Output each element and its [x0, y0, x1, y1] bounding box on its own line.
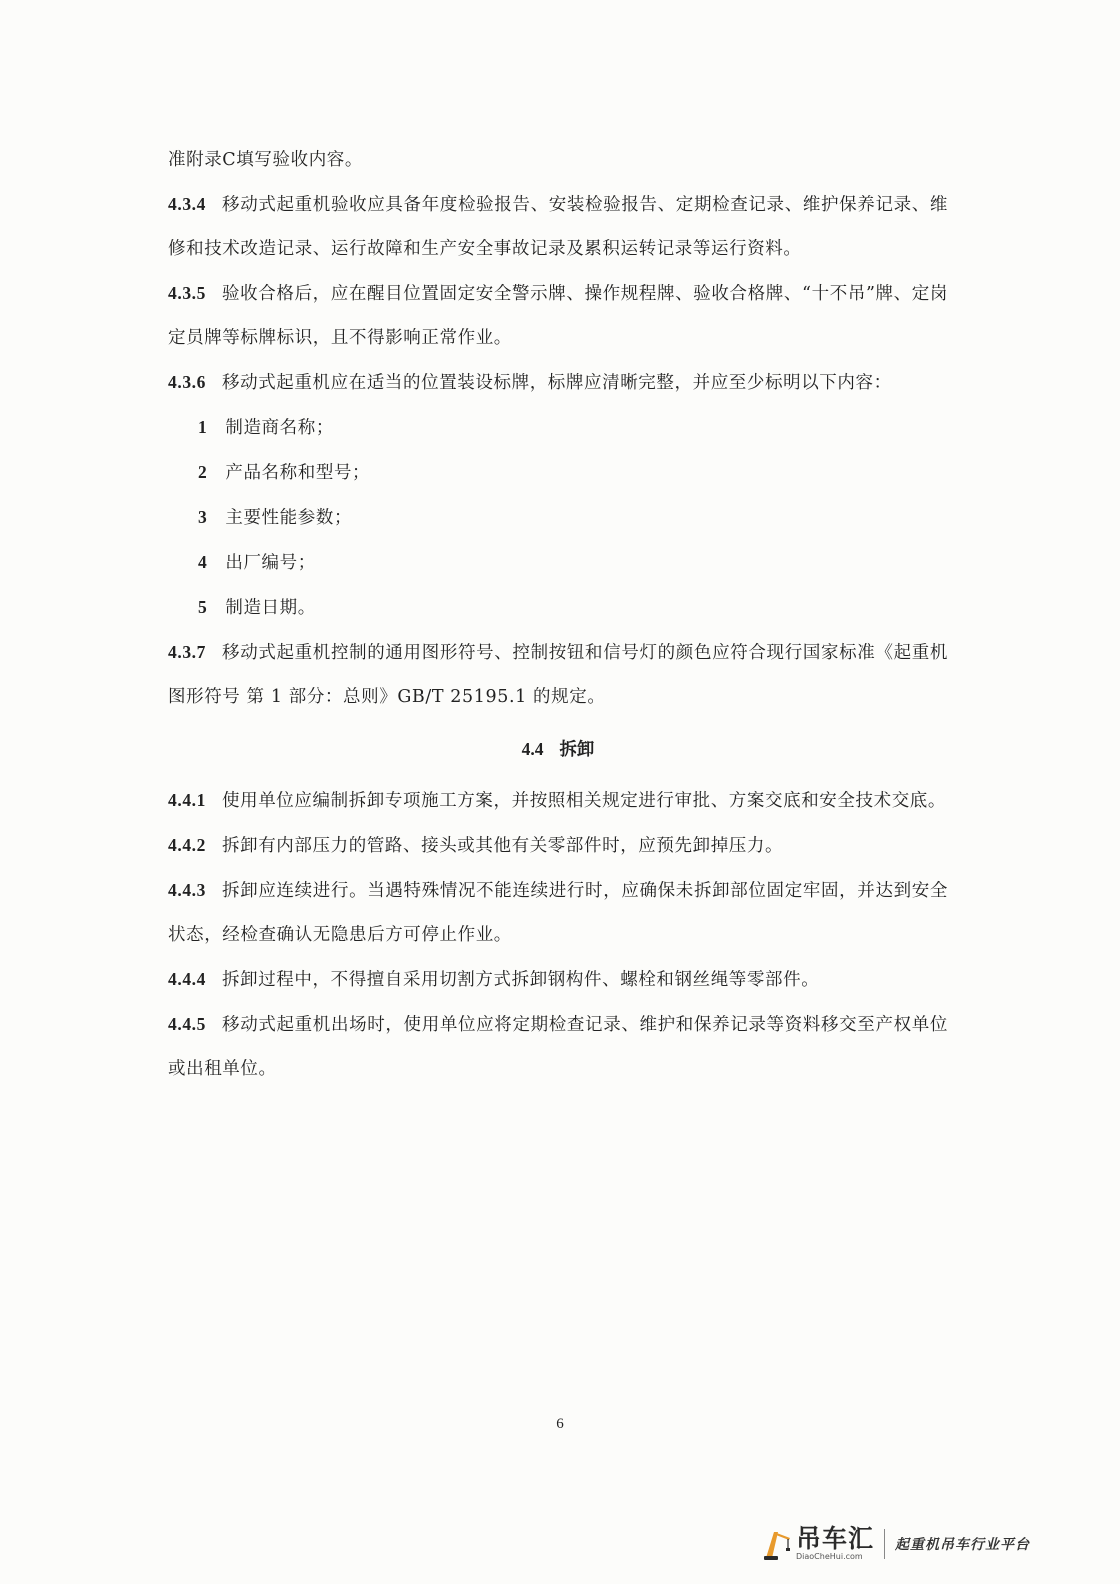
clause-text: 移动式起重机应在适当的位置装设标牌，标牌应清晰完整，并应至少标明以下内容： — [222, 373, 892, 393]
clause-4-4-2 — [168, 823, 948, 868]
clause-4-4-1 — [168, 778, 948, 823]
list-item-text: 制造日期。 — [225, 598, 316, 618]
clause-number: 4.4.1 — [168, 790, 206, 810]
clause-text: 拆卸应连续进行。当遇特殊情况不能连续进行时，应确保未拆卸部位固定牢固，并达到安全状态，经检查确认无隐患后方可停止作业。 — [168, 881, 948, 945]
clause-number: 4.3.6 — [168, 372, 206, 392]
logo-brand: 吊车汇 — [796, 1524, 875, 1553]
list-item-number: 4 — [198, 552, 208, 572]
logo-divider — [884, 1529, 885, 1559]
section-title: 拆卸 — [559, 740, 595, 760]
section-heading — [168, 727, 948, 772]
clause-4-3-5 — [168, 271, 948, 360]
list-item-number: 1 — [198, 417, 208, 437]
clause-number: 4.3.5 — [168, 283, 206, 303]
list-item — [168, 450, 948, 495]
clause-text: 拆卸过程中，不得擅自采用切割方式拆卸钢构件、螺栓和钢丝绳等零部件。 — [222, 970, 820, 990]
clause-4-4-5 — [168, 1002, 948, 1091]
document-page — [168, 138, 948, 1091]
logo-text-block — [796, 1526, 874, 1562]
watermark-logo — [762, 1522, 1030, 1566]
paragraph-continuation — [168, 138, 948, 182]
clause-4-3-7 — [168, 630, 948, 719]
clause-number: 4.3.4 — [168, 194, 206, 214]
list-item-text: 制造商名称； — [225, 418, 334, 438]
clause-text: 移动式起重机出场时，使用单位应将定期检查记录、维护和保养记录等资料移交至产权单位或出租单位。 — [168, 1015, 948, 1079]
list-item — [168, 495, 948, 540]
logo-slogan: 起重机吊车行业平台 — [895, 1537, 1031, 1553]
clause-4-3-4 — [168, 182, 948, 271]
clause-text: 验收合格后，应在醒目位置固定安全警示牌、操作规程牌、验收合格牌、“十不吊”牌、定岗定员牌等标牌标识，且不得影响正常作业。 — [168, 284, 948, 348]
list-item-number: 3 — [198, 507, 208, 527]
clause-number: 4.4.5 — [168, 1014, 206, 1034]
list-item — [168, 540, 948, 585]
paragraph-text: 准附录C填写验收内容。 — [168, 150, 363, 170]
clause-text: 移动式起重机验收应具备年度检验报告、安装检验报告、定期检查记录、维护保养记录、维修和技术改造记录、运行故障和生产安全事故记录及累积运转记录等运行资料。 — [168, 195, 948, 259]
clause-4-4-3 — [168, 868, 948, 957]
page-number: 6 — [556, 1416, 564, 1432]
clause-4-4-4 — [168, 957, 948, 1002]
list-item-text: 出厂编号； — [225, 553, 316, 573]
clause-text: 拆卸有内部压力的管路、接头或其他有关零部件时，应预先卸掉压力。 — [222, 836, 784, 856]
list-item — [168, 585, 948, 630]
clause-4-3-6 — [168, 360, 948, 405]
list-item-text: 产品名称和型号； — [225, 463, 371, 483]
clause-number: 4.3.7 — [168, 642, 206, 662]
clause-text: 移动式起重机控制的通用图形符号、控制按钮和信号灯的颜色应符合现行国家标准《起重机 图形符号 第 1 部分：总则》GB/T 25195.1 的规定。 — [168, 643, 948, 707]
list-item-number: 5 — [198, 597, 208, 617]
crane-icon — [762, 1526, 792, 1562]
clause-number: 4.4.2 — [168, 835, 206, 855]
logo-domain: DiaoCheHui.com — [796, 1552, 863, 1561]
list-item-text: 主要性能参数； — [225, 508, 353, 528]
section-number: 4.4 — [521, 739, 544, 759]
list-item-number: 2 — [198, 462, 208, 482]
list-item — [168, 405, 948, 450]
clause-text: 使用单位应编制拆卸专项施工方案，并按照相关规定进行审批、方案交底和安全技术交底。 — [222, 791, 946, 811]
clause-number: 4.4.3 — [168, 880, 206, 900]
clause-number: 4.4.4 — [168, 969, 206, 989]
